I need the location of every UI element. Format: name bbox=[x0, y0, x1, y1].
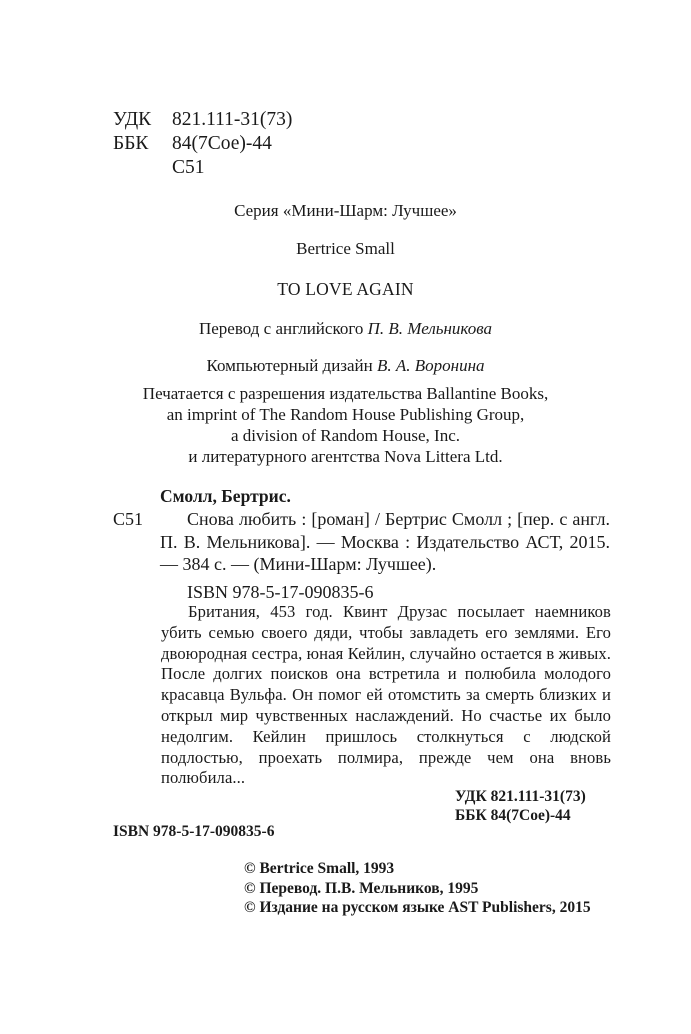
rights-line: Печатается с разрешения издательства Ballantine Books, bbox=[142, 384, 549, 403]
bbk-value: 84(7Сое)-44 bbox=[172, 133, 272, 154]
catalog-description: Снова любить : [роман] / Бертрис Смолл ; [пер. с англ. П. В. Мельникова]. — Москва : Издательство АСТ, 2015. — 384 с. — (Мини-Шарм: Лучшее). bbox=[160, 509, 610, 574]
designer-credit bbox=[0, 355, 691, 376]
bbk-label: ББК bbox=[113, 133, 149, 154]
translation-prefix: Перевод с английского bbox=[198, 319, 364, 338]
rights-line: и литературного агентства Nova Littera Ltd. bbox=[188, 447, 503, 466]
rights-notice bbox=[0, 383, 691, 467]
udk-row bbox=[113, 108, 292, 132]
bbk-row bbox=[113, 132, 292, 156]
copyright-notices bbox=[244, 859, 591, 918]
author-sign-row bbox=[113, 156, 292, 180]
original-author: Bertrice Small bbox=[296, 239, 395, 258]
udk-value: 821.111-31(73) bbox=[172, 109, 293, 130]
translator-name: П. В. Мельникова bbox=[367, 319, 492, 338]
isbn-bottom: ISBN 978-5-17-090835-6 bbox=[113, 823, 275, 840]
catalog-isbn: ISBN 978-5-17-090835-6 bbox=[187, 581, 374, 602]
rights-line: an imprint of The Random House Publishing Group, bbox=[166, 405, 525, 424]
original-title: TO LOVE AGAIN bbox=[277, 279, 414, 299]
rights-line: a division of Random House, Inc. bbox=[231, 426, 460, 445]
catalog-record bbox=[113, 485, 613, 603]
designer-name: В. А. Воронина bbox=[377, 356, 485, 375]
copyright-line: © Издание на русском языке AST Publishers, 2015 bbox=[244, 899, 591, 916]
copyright-line: © Bertrice Small, 1993 bbox=[244, 860, 395, 877]
classification-codes bbox=[113, 108, 292, 180]
annotation-text: Британия, 453 год. Квинт Друзас посылает наемников убить семью своего дяди, чтобы завладеть его землями. Его двоюродная сестра, юная Кейлин, случайно остается в живых. После долгих поисков она встретила и полюбила молодого красавца Вульфа. Он помог ей отомстить за смерть близких и открыл мир чувственных наслаждений. Но счастье их было недолгим. Кейлин пришлось столкнуться с людской подлостью, проехать полмира, прежде чем она вновь полюбила... bbox=[161, 602, 611, 788]
author-sign: С51 bbox=[172, 157, 205, 178]
catalog-code: С51 bbox=[113, 509, 144, 529]
bottom-udk: УДК 821.111-31(73) bbox=[455, 788, 586, 805]
translator-credit bbox=[0, 318, 691, 339]
series-line: Серия «Мини-Шарм: Лучшее» bbox=[234, 201, 457, 220]
catalog-author-heading: Смолл, Бертрис. bbox=[160, 486, 291, 506]
design-prefix: Компьютерный дизайн bbox=[206, 356, 373, 375]
copyright-line: © Перевод. П.В. Мельников, 1995 bbox=[244, 879, 479, 897]
bottom-bbk: ББК 84(7Сое)-44 bbox=[455, 807, 571, 824]
udk-label: УДК bbox=[113, 109, 152, 130]
bottom-classification-codes bbox=[455, 787, 586, 825]
catalog-entry bbox=[113, 508, 613, 576]
